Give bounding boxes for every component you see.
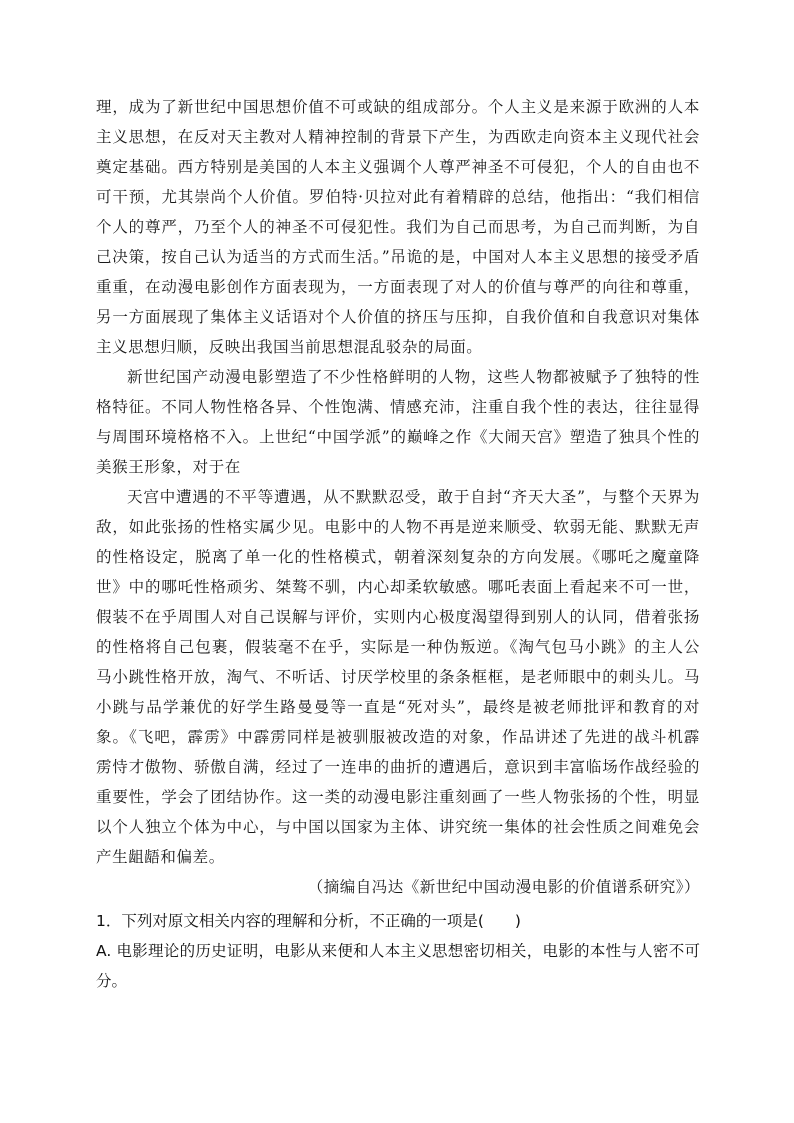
paragraph-2: 新世纪国产动漫电影塑造了不少性格鲜明的人物，这些人物都被赋予了独特的性格特征。不同人物性格各异、个性饱满、情感充沛，注重自我个性的表达，往往显得与周围环境格格不入。上世纪“中国学派”的巅峰之作《大闹天宫》塑造了独具个性的美猴王形象，对于在 bbox=[96, 368, 700, 476]
question-stem: 1．下列对原文相关内容的理解和分析，不正确的一项是( ) bbox=[96, 912, 521, 930]
paragraph-3: 天宫中遭遇的不平等遭遇，从不默默忍受，敢于自封“齐天大圣”，与整个天界为敌，如此张扬的性格实属少见。电影中的人物不再是逆来顺受、软弱无能、默默无声的性格设定，脱离了单一化的性格模式，朝着深刻复杂的方向发展。《哪吒之魔童降世》中的哪吒性格顽劣、桀骜不驯，内心却柔软敏感。哪吒表面上看起来不可一世，假装不在乎周围人对自己误解与评价，实则内心极度渴望得到别人的认同，借着张扬的性格将自己包裹，假装毫不在乎，实际是一种伪叛逆。《淘气包马小跳》的主人公马小跳性格开放，淘气、不听话、讨厌学校里的条条框框，是老师眼中的刺头儿。马小跳与品学兼优的好学生路曼曼等一直是“死对头”，最终是被老师批评和教育的对象。《飞吧，霹雳》中霹雳同样是被驯服被改造的对象，作品讲述了先进的战斗机霹雳恃才傲物、骄傲自满，经过了一连串的曲折的遭遇后，意识到丰富临场作战经验的重要性，学会了团结协作。这一类的动漫电影注重刻画了一些人物张扬的个性，明显以个人独立个体为中心，与中国以国家为主体、讲究统一集体的社会性质之间难免会产生龃龉和偏差。 bbox=[96, 488, 700, 866]
paragraph-1: 理，成为了新世纪中国思想价值不可或缺的组成部分。个人主义是来源于欧洲的人本主义思想，在反对天主教对人精神控制的背景下产生，为西欧走向资本主义现代社会奠定基础。西方特别是美国的人本主义强调个人尊严神圣不可侵犯，个人的自由也不可干预，尤其崇尚个人价值。罗伯特·贝拉对此有着精辟的总结，他指出：“我们相信个人的尊严，乃至个人的神圣不可侵犯性。我们为自己而思考，为自己而判断，为自己决策，按自己认为适当的方式而生活。”吊诡的是，中国对人本主义思想的接受矛盾重重，在动漫电影创作方面表现为，一方面表现了对人的价值与尊严的向往和尊重，另一方面展现了集体主义话语对个人价值的挤压与压抑，自我价值和自我意识对集体主义思想归顺，反映出我国当前思想混乱驳杂的局面。 bbox=[96, 98, 700, 356]
option-a: A. 电影理论的历史证明，电影从来便和人本主义思想密切相关，电影的本性与人密不可分。 bbox=[96, 942, 700, 990]
source-citation: （摘编自冯达《新世纪中国动漫电影的价值谱系研究》） bbox=[307, 878, 700, 896]
document-page bbox=[96, 92, 700, 996]
